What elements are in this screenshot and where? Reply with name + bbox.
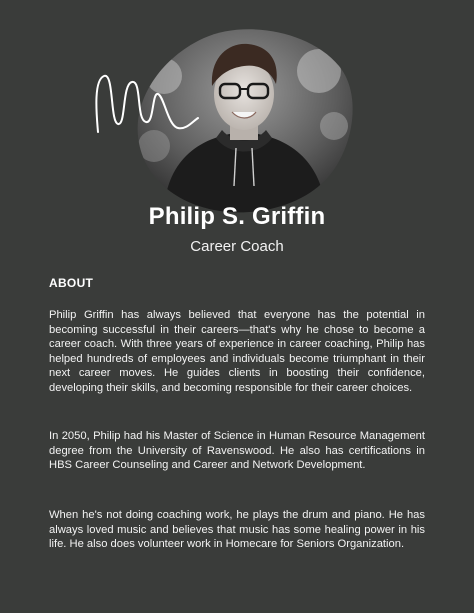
profile-name: Philip S. Griffin (148, 203, 326, 230)
about-paragraph-1: Philip Griffin has always believed that everyone has the potential in becoming successful in their careers—that's why he chose to become a career coach. With three years of experience in career coaching, Philip has helped hundreds of employees and individuals become triumphant in their next career moves. He guides clients in boosting their confidence, developing their skills, and becoming responsible for their career choices. (49, 309, 425, 394)
profile-title: Career Coach (190, 238, 284, 255)
about-paragraph-2: In 2050, Philip had his Master of Science in Human Resource Management degree from the University of Ravenswood. He also has certifications in HBS Career Counseling and Career and Network Development. (49, 430, 425, 472)
about-heading: ABOUT (49, 276, 94, 290)
about-paragraph-3: When he's not doing coaching work, he plays the drum and piano. He has always loved music and believes that music has some healing power in his life. He also does volunteer work in Homecare for Seniors Organization. (49, 509, 425, 551)
decorative-scribble-icon (92, 70, 202, 140)
